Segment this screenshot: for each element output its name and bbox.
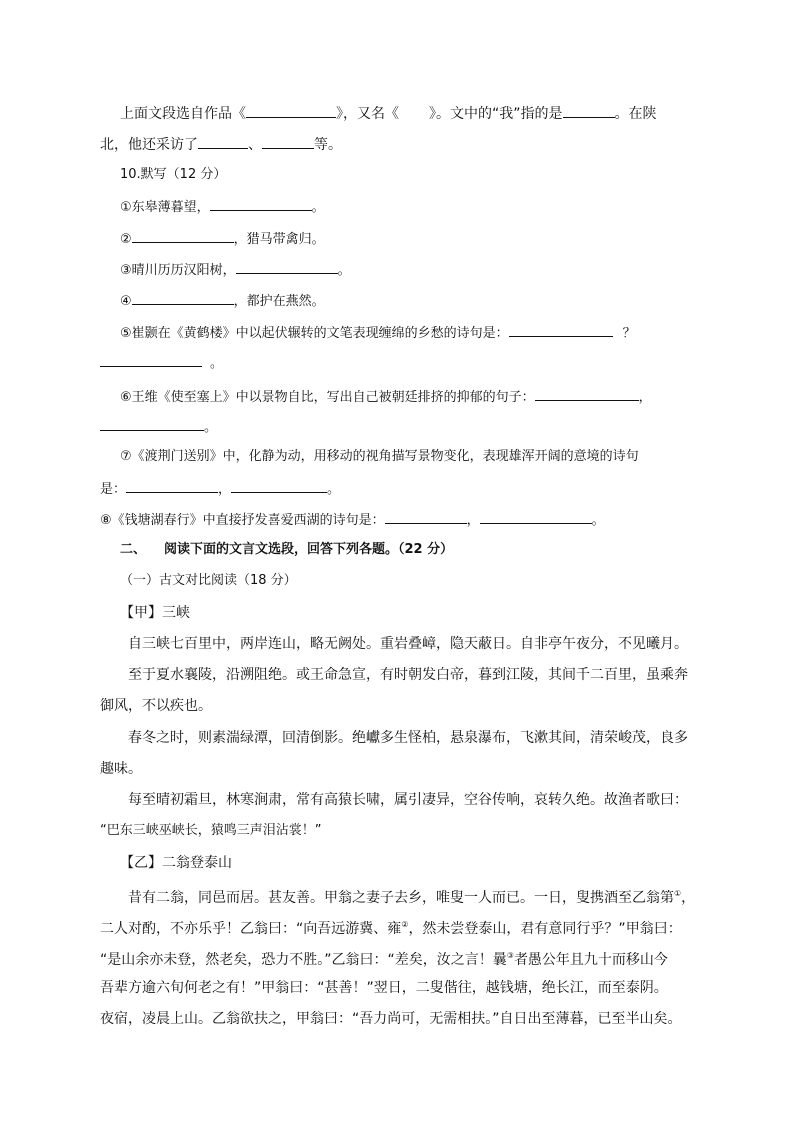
q10-item-8-text: ⑧《钱塘湖春行》中直接抒发喜爱西湖的诗句是： <box>100 513 385 528</box>
footnote-marker-2: ② <box>401 920 409 929</box>
q10-item-2-text: ，猎马带禽归。 <box>233 232 325 247</box>
q10-blank-3[interactable] <box>236 259 338 274</box>
jia-line-1: 自三峡七百里中，两岸连山，略无阙处。重岩叠嶂，隐天蔽日。自非亭午夜分，不见曦月。 <box>128 636 688 652</box>
q10-item-6-text: ⑥王维《使至塞上》中以景物自比，写出自己被朝廷排挤的抑郁的句子： <box>120 390 535 405</box>
q10-item-3 <box>120 259 351 281</box>
section-2-number: 二、 <box>120 542 147 557</box>
q10-blank-6b[interactable] <box>100 416 204 431</box>
q9-blank-person-2[interactable] <box>262 134 314 149</box>
q10-blank-5a[interactable] <box>509 322 613 337</box>
jia-line-4: 春冬之时，则素湍绿潭，回清倒影。绝巘多生怪柏，悬泉瀑布，飞漱其间，清荣峻茂，良多 <box>128 730 688 746</box>
yi-line-5: 夜宿，凌晨上山。乙翁欲扶之，甲翁曰：“吾力尚可，无需相扶。”自日出至薄暮，已至半山矣。 <box>100 1011 682 1027</box>
yi-title: 【乙】二翁登泰山 <box>120 855 232 871</box>
q9-text-3: 》。文中的“我”指的是 <box>429 106 563 122</box>
q10-item-7-comma: ， <box>218 482 232 497</box>
q10-item-2 <box>120 228 325 250</box>
yi-line-2-text: 二人对酌，不亦乐乎！乙翁曰：“向吾远游冀、雍 <box>100 921 402 937</box>
q10-item-7 <box>120 447 639 467</box>
q10-item-5-qmark: ？ <box>622 326 636 341</box>
q10-item-6-comma: ， <box>638 390 652 405</box>
q10-blank-8b[interactable] <box>480 509 592 524</box>
q9-text-1: 上面文段选自作品《 <box>120 106 246 122</box>
q10-item-1 <box>120 196 325 218</box>
q10-item-5-line-2 <box>100 352 223 374</box>
q10-item-6 <box>120 386 652 408</box>
section-2-title: 阅读下面的文言文选段，回答下列各题。（22 分） <box>164 542 454 557</box>
q9-text-5: 北，他还采访了 <box>100 137 198 153</box>
section-2-subheading: （一）古文对比阅读（18 分） <box>120 573 297 588</box>
q10-item-7-text: ⑦《渡荆门送别》中，化静为动，用移动的视角描写景物变化，表现雄浑开阔的意境的诗句 <box>120 449 639 464</box>
q9-text-7: 等。 <box>314 137 342 153</box>
q10-item-3-text: ③晴川历历汉阳树， <box>120 263 236 278</box>
footnote-marker-3: ③ <box>506 951 514 960</box>
yi-line-1-end: ， <box>681 890 696 906</box>
q10-item-5-end: 。 <box>210 356 224 371</box>
yi-line-3-text: “是山余亦未登，然老矣，恐力不胜。”乙翁曰：“差矣，汝之言！曩 <box>100 952 507 968</box>
q10-item-3-end: 。 <box>337 263 351 278</box>
jia-line-5: 趣味。 <box>100 761 142 777</box>
jia-line-6: 每至晴初霜旦，林寒涧肃，常有高猿长啸，属引凄异，空谷传响，哀转久绝。故渔者歌曰： <box>128 792 688 808</box>
q10-blank-7b[interactable] <box>231 478 327 493</box>
q10-item-4 <box>120 290 325 312</box>
footnote-marker-1: ① <box>674 889 682 898</box>
q10-blank-4[interactable] <box>132 290 234 305</box>
jia-line-2: 至于夏水襄陵，沿溯阻绝。或王命急宣，有时朝发白帝，暮到江陵，其间千二百里，虽乘奔 <box>128 667 688 683</box>
q10-blank-1[interactable] <box>210 196 312 211</box>
q10-item-1-text: ①东皋薄暮望， <box>120 200 210 215</box>
section-2-heading <box>120 540 453 560</box>
q9-text-6: 、 <box>248 137 262 153</box>
q10-blank-2[interactable] <box>132 228 234 243</box>
yi-line-4: 吾辈方逾六旬何老之有！”甲翁曰：“甚善！”翌日，二叟偕往，越钱塘，绝长江，而至泰阴。 <box>100 980 668 996</box>
q10-item-6-line-2 <box>100 416 217 438</box>
q9-line-1 <box>120 103 657 124</box>
q10-item-6-end: 。 <box>204 420 218 435</box>
q10-blank-7a[interactable] <box>126 478 218 493</box>
q9-blank-work[interactable] <box>246 103 336 118</box>
jia-line-3: 御风，不以疾也。 <box>100 698 212 714</box>
yi-line-3-end: 者愚公年且九十而移山今 <box>513 952 668 968</box>
q9-line-2 <box>100 134 342 155</box>
yi-line-3 <box>100 946 668 970</box>
q10-item-8-comma: ， <box>466 513 480 528</box>
q10-item-4-text: ，都护在燕然。 <box>233 294 325 309</box>
q10-item-7-end: 。 <box>327 482 341 497</box>
q10-blank-6a[interactable] <box>535 386 639 401</box>
q10-title: 10.默写（12 分） <box>120 167 227 182</box>
q10-item-8 <box>100 509 605 531</box>
q10-blank-5b[interactable] <box>100 352 202 367</box>
q10-item-4-num: ④ <box>120 294 132 309</box>
q10-item-8-end: 。 <box>591 513 605 528</box>
yi-line-2-end: ，然未尝登泰山，君有意同行乎？”甲翁曰： <box>408 921 682 937</box>
yi-line-1 <box>128 884 695 908</box>
q10-item-1-end: 。 <box>311 200 325 215</box>
q9-blank-me[interactable] <box>563 103 615 118</box>
q10-item-5-text: ⑤崔颢在《黄鹤楼》中以起伏辗转的文笔表现缠绵的乡愁的诗句是： <box>120 326 509 341</box>
yi-line-1-text: 昔有二翁，同邑而居。甚友善。甲翁之妻子去乡，唯叟一人而已。一日，叟携酒至乙翁第 <box>128 890 674 906</box>
q10-blank-8a[interactable] <box>385 509 467 524</box>
q9-text-2: 》，又名《 <box>336 106 399 122</box>
yi-line-2 <box>100 915 682 939</box>
q10-item-7-line-2 <box>100 478 340 500</box>
q10-item-7-label: 是： <box>100 482 127 497</box>
q9-blank-person-1[interactable] <box>198 134 248 149</box>
jia-line-7: “巴东三峡巫峡长，猿鸣三声泪沾裳！” <box>100 823 322 838</box>
q9-text-4: 。在陕 <box>614 106 657 122</box>
q10-item-5 <box>120 322 636 344</box>
q10-item-2-num: ② <box>120 232 132 247</box>
jia-title: 【甲】三峡 <box>120 605 190 621</box>
